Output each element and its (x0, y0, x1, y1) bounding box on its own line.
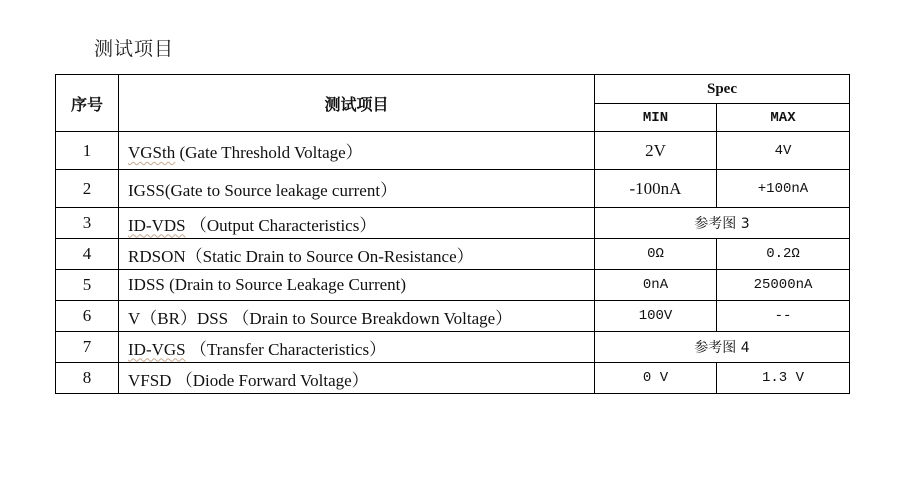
row-index: 2 (56, 170, 119, 208)
row-test-item (119, 239, 595, 270)
item-symbol: ID-VDS (128, 215, 186, 235)
header-index: 序号 (56, 75, 119, 132)
section-heading: 测试项目 (94, 38, 175, 60)
row-max: +100nA (717, 170, 850, 208)
row-min: 0 V (595, 363, 717, 394)
item-description: （Transfer Characteristics） (185, 339, 387, 359)
header-test-item: 测试项目 (119, 75, 595, 132)
item-description: （Output Characteristics） (185, 215, 377, 235)
table-row (56, 239, 850, 270)
header-row (56, 75, 850, 104)
item-description: V（BR）DSS （Drain to Source Breakdown Voltage） (128, 308, 513, 328)
item-description: RDSON（Static Drain to Source On-Resistance） (128, 246, 474, 266)
row-test-item (119, 332, 595, 363)
table-row (56, 208, 850, 239)
test-items-table (55, 74, 850, 394)
table-row (56, 363, 850, 394)
row-test-item (119, 270, 595, 301)
item-description: (Gate Threshold Voltage） (175, 143, 363, 162)
row-min: 0nA (595, 270, 717, 301)
row-min: 100V (595, 301, 717, 332)
row-max: 4V (717, 132, 850, 170)
table-row (56, 270, 850, 301)
row-min: 2V (595, 132, 717, 170)
row-reference: 参考图 3 (595, 208, 850, 239)
item-symbol: ID-VGS (128, 339, 186, 359)
header-max: MAX (717, 104, 850, 132)
row-max: -- (717, 301, 850, 332)
row-reference: 参考图 4 (595, 332, 850, 363)
row-index: 3 (56, 208, 119, 239)
row-test-item (119, 132, 595, 170)
table-row (56, 132, 850, 170)
row-max: 25000nA (717, 270, 850, 301)
row-test-item (119, 170, 595, 208)
row-index: 1 (56, 132, 119, 170)
row-index: 7 (56, 332, 119, 363)
row-min: -100nA (595, 170, 717, 208)
item-symbol: VGSth (128, 143, 176, 162)
item-description: IGSS(Gate to Source leakage current） (128, 181, 398, 200)
row-max: 0.2Ω (717, 239, 850, 270)
row-max: 1.3 V (717, 363, 850, 394)
table-row (56, 332, 850, 363)
row-index: 8 (56, 363, 119, 394)
header-min: MIN (595, 104, 717, 132)
table-row (56, 301, 850, 332)
item-description: VFSD （Diode Forward Voltage） (128, 370, 369, 390)
row-test-item (119, 208, 595, 239)
item-description: IDSS (Drain to Source Leakage Current) (128, 275, 407, 294)
row-index: 5 (56, 270, 119, 301)
row-index: 4 (56, 239, 119, 270)
row-index: 6 (56, 301, 119, 332)
table-row (56, 170, 850, 208)
row-test-item (119, 301, 595, 332)
row-test-item (119, 363, 595, 394)
row-min: 0Ω (595, 239, 717, 270)
header-spec: Spec (595, 75, 850, 104)
